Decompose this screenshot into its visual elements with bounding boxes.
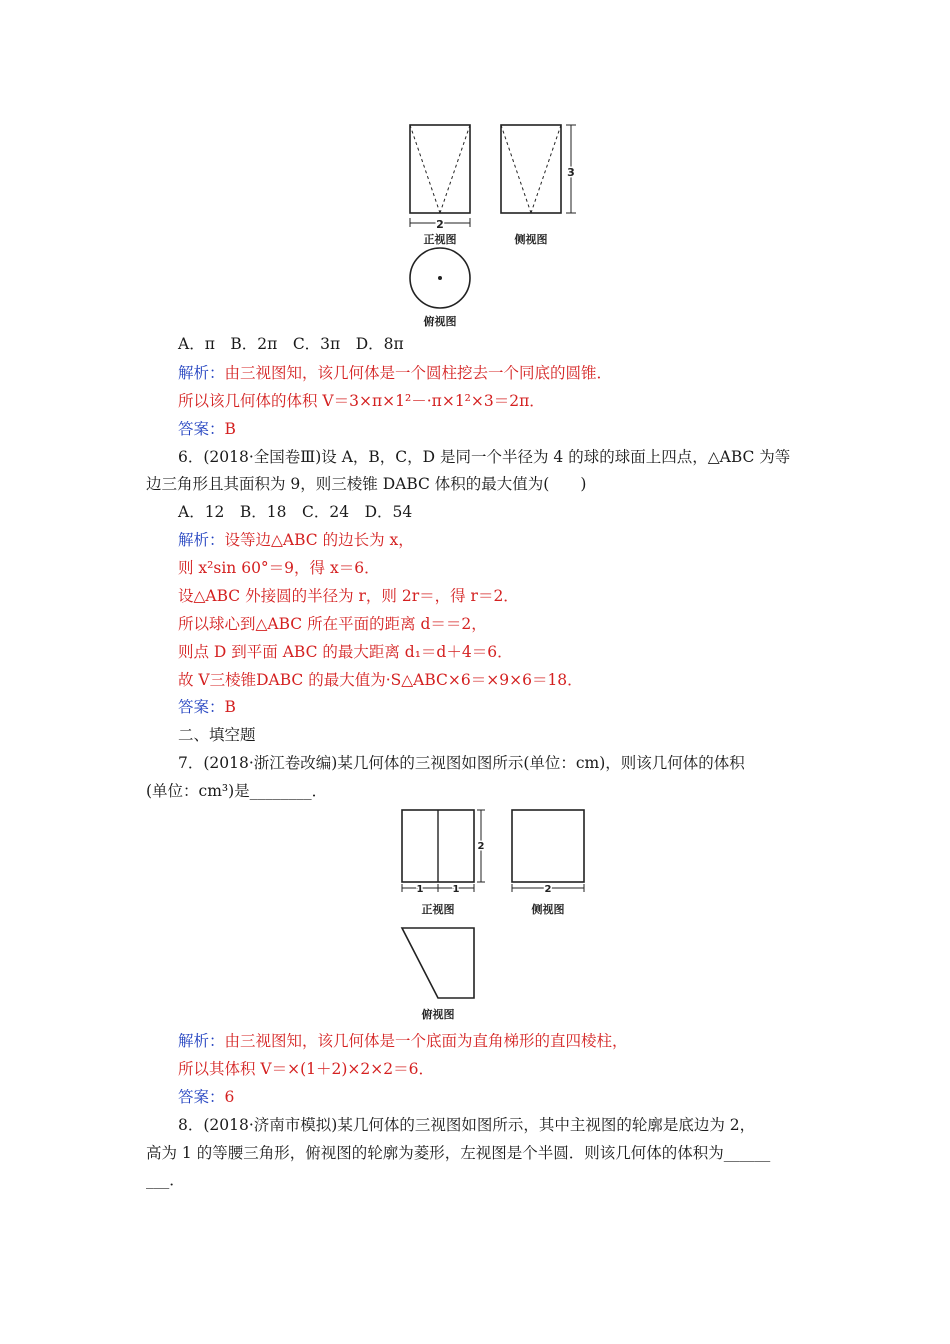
q6-answer <box>178 697 236 717</box>
q6-analysis-3: 设△ABC 外接圆的半径为 r，则 2r＝，得 r＝2． <box>178 587 519 605</box>
q5-answer-value: B <box>224 420 236 438</box>
q5-top-center <box>438 276 442 280</box>
q5-top-label: 俯视图 <box>423 315 457 328</box>
q7-seg1-label: 1 <box>416 884 424 895</box>
q5-front-dash-right <box>440 125 470 213</box>
q7-width-label: 2 <box>544 884 552 895</box>
figure-q5-svg <box>395 115 595 335</box>
q6-options: A．12 B．18 C．24 D．54 <box>178 503 413 521</box>
q5-side-label: 侧视图 <box>514 233 548 246</box>
q6-stem-1: 6．(2018·全国卷Ⅲ)设 A，B，C，D 是同一个半径为 4 的球的球面上四点，△ABC 为等 <box>178 448 791 466</box>
q5-side-dash-left <box>501 125 531 213</box>
q6-analysis-4: 所以球心到△ABC 所在平面的距离 d＝＝2， <box>178 615 487 633</box>
q5-front-rect <box>410 125 470 213</box>
q6-analysis-text-1: 设等边△ABC 的边长为 x， <box>224 531 414 549</box>
q5-analysis-label: 解析： <box>178 364 225 382</box>
q7-front-label: 正视图 <box>421 903 455 916</box>
q6-analysis-1 <box>178 530 414 550</box>
q6-analysis-6: 故 V三棱锥DABC 的最大值为·S△ABC×6＝×9×6＝18． <box>178 671 583 689</box>
q5-side-rect <box>501 125 561 213</box>
q8-stem-1: 8．(2018·济南市模拟)某几何体的三视图如图所示，其中主视图的轮廓是底边为 2， <box>178 1116 756 1134</box>
q5-analysis-text-1: 由三视图知，该几何体是一个圆柱挖去一个同底的圆锥． <box>224 364 613 382</box>
q6-analysis-2: 则 x²sin 60°＝9，得 x＝6． <box>178 559 380 577</box>
q7-height-label: 2 <box>477 841 485 852</box>
q7-answer-label: 答案： <box>178 1088 225 1106</box>
q5-options: A．π B．2π C．3π D．8π <box>178 335 404 353</box>
q7-analysis-2: 所以其体积 V＝×(1＋2)×2×2＝6． <box>178 1060 434 1078</box>
q7-stem-2: (单位：cm³)是________． <box>146 782 328 800</box>
q5-front-dash-left <box>410 125 440 213</box>
q7-answer-value: 6 <box>224 1088 235 1106</box>
q7-side-rect <box>512 810 584 882</box>
q8-stem-3: ___． <box>146 1171 185 1189</box>
q5-analysis-2: 所以该几何体的体积 V＝3×π×1²－·π×1²×3＝2π． <box>178 392 545 410</box>
q5-height-label: 3 <box>567 166 575 179</box>
q5-front-label: 正视图 <box>423 233 457 246</box>
q6-analysis-5: 则点 D 到平面 ABC 的最大距离 d₁＝d＋4＝6． <box>178 643 513 661</box>
q5-width-label: 2 <box>436 218 444 231</box>
q7-top-trapezoid <box>402 928 474 998</box>
q7-analysis-1 <box>178 1031 628 1051</box>
figure-q7-three-views <box>390 800 600 1030</box>
section-title: 二、填空题 <box>178 726 256 744</box>
q7-side-label: 侧视图 <box>531 903 565 916</box>
q7-analysis-label: 解析： <box>178 1032 225 1050</box>
q7-top-label: 俯视图 <box>421 1008 455 1021</box>
q5-answer <box>178 419 236 439</box>
q5-side-dash-right <box>531 125 561 213</box>
q7-analysis-text-1: 由三视图知，该几何体是一个底面为直角梯形的直四棱柱， <box>224 1032 628 1050</box>
q6-answer-value: B <box>224 698 236 716</box>
q5-analysis-1 <box>178 363 612 383</box>
figure-q5-three-views <box>395 115 595 335</box>
q5-answer-label: 答案： <box>178 420 225 438</box>
q8-stem-2: 高为 1 的等腰三角形，俯视图的轮廓为菱形，左视图是个半圆．则该几何体的体积为______ <box>146 1144 771 1162</box>
q7-stem-1: 7．(2018·浙江卷改编)某几何体的三视图如图所示(单位：cm)，则该几何体的体积 <box>178 754 745 772</box>
q6-stem-2: 边三角形且其面积为 9，则三棱锥 DABC 体积的最大值为( ) <box>146 475 587 493</box>
q7-answer <box>178 1087 234 1107</box>
figure-q7-svg <box>390 800 600 1030</box>
q7-seg2-label: 1 <box>452 884 460 895</box>
q6-answer-label: 答案： <box>178 698 225 716</box>
q6-analysis-label: 解析： <box>178 531 225 549</box>
